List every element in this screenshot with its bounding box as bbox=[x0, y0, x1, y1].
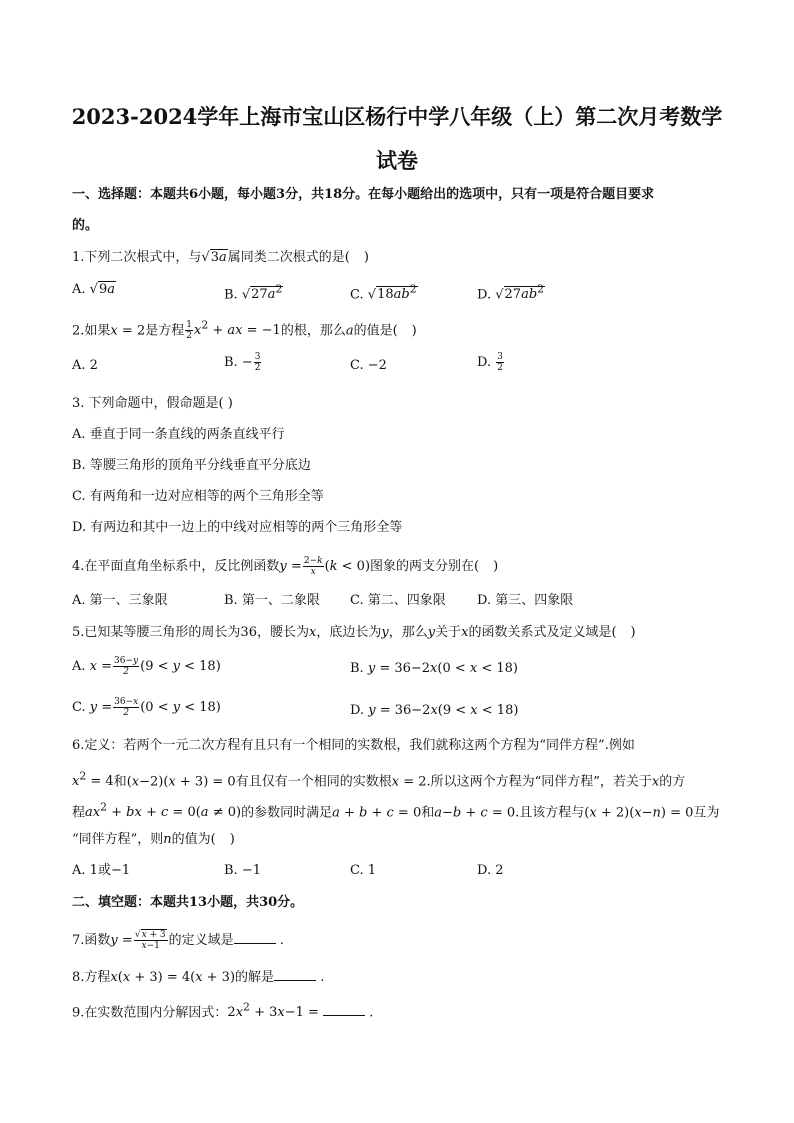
q8-answer-blank[interactable] bbox=[274, 968, 316, 981]
title-line-2: 试卷 bbox=[376, 148, 418, 173]
q4-option-d[interactable]: D. 第三、四象限 bbox=[477, 593, 574, 608]
q1-option-c[interactable]: C. $√18ab^2$ bbox=[350, 283, 417, 303]
question-7: 7.函数y = $\frac{√x + 3}{x-1}$ 的定义域是 . bbox=[72, 930, 284, 951]
q5-option-b[interactable]: B. y = 36−2x(0 < x < 18) bbox=[350, 661, 519, 676]
title-line-1: 2023-2024学年上海市宝山区杨行中学八年级（上）第二次月考数学 bbox=[71, 104, 723, 129]
q6-option-c[interactable]: C. 1 bbox=[350, 863, 377, 878]
question-8: 8.方程x(x + 3) = 4(x + 3)的解是 . bbox=[72, 970, 325, 985]
q6-option-a[interactable]: A. 1或−1 bbox=[72, 863, 131, 878]
q6-option-b[interactable]: B. −1 bbox=[224, 863, 261, 878]
q4-option-a[interactable]: A. 第一、三象限 bbox=[72, 593, 168, 608]
q5-option-c[interactable]: C. y = $\frac{36-x}{2}$ (0 < y < 18) bbox=[72, 697, 221, 718]
q3-option-d[interactable]: D. 有两边和其中一边上的中线对应相等的两个三角形全等 bbox=[72, 520, 403, 535]
question-6-line-4: “同伴方程”，则n的值为( ) bbox=[72, 832, 235, 847]
question-6-line-3: 程$ax^2$ + bx + c = 0(a ≠ 0)的参数同时满足a + b + c = 0和a−b + c = 0.且该方程与(x + 2)(x−n) = 0互为 bbox=[72, 801, 720, 821]
q2-option-a[interactable]: A. 2 bbox=[72, 358, 98, 373]
question-6-line-1: 6.定义：若两个一元二次方程有且只有一个相同的实数根，我们就称这两个方程为“同伴方程”.例如 bbox=[72, 738, 635, 753]
q4-option-b[interactable]: B. 第一、二象限 bbox=[224, 593, 320, 608]
q1-option-a[interactable]: A. √9a bbox=[72, 282, 116, 297]
section-1-heading: 一、选择题：本题共6小题，每小题3分，共18分。在每小题给出的选项中，只有一项是符合题目要求 bbox=[72, 187, 655, 202]
q3-option-b[interactable]: B. 等腰三角形的顶角平分线垂直平分底边 bbox=[72, 458, 311, 473]
q9-answer-blank[interactable] bbox=[323, 1003, 365, 1016]
q2-option-c[interactable]: C. −2 bbox=[350, 358, 387, 373]
question-5-stem: 5.已知某等腰三角形的周长为36，腰长为x，底边长为y，那么y关于x的函数关系式及定义域是( ) bbox=[72, 625, 636, 640]
question-9: 9.在实数范围内分解因式：$2x^2 + 3x-1$ = . bbox=[72, 1001, 374, 1021]
question-4-stem: 4.在平面直角坐标系中，反比例函数y = $\frac{2-k}{x}$ (k < 0)图象的两支分别在( ) bbox=[72, 556, 499, 577]
q4-option-c[interactable]: C. 第二、四象限 bbox=[350, 593, 446, 608]
q1-option-b[interactable]: B. $√27a^2$ bbox=[224, 283, 283, 303]
question-1-stem: 1.下列二次根式中，与√3a属同类二次根式的是( ) bbox=[72, 250, 369, 265]
section-2-heading: 二、填空题：本题共13小题，共30分。 bbox=[72, 895, 304, 910]
q7-answer-blank[interactable] bbox=[234, 931, 276, 944]
q1-option-d[interactable]: D. $√27ab^2$ bbox=[477, 283, 545, 303]
section-1-heading-cont: 的。 bbox=[72, 218, 99, 233]
question-6-line-2: $x^2 = 4$和(x−2)(x + 3) = 0有且仅有一个相同的实数根x = 2.所以这两个方程为“同伴方程”，若关于x的方 bbox=[72, 770, 686, 790]
q3-option-c[interactable]: C. 有两角和一边对应相等的两个三角形全等 bbox=[72, 489, 324, 504]
question-2-stem: 2.如果x = 2是方程 $\frac{1}{2}$ $x^2$ + ax = −1的根，那么a的值是( ) bbox=[72, 319, 417, 342]
q2-option-d[interactable]: D. $\frac{3}{2}$ bbox=[477, 352, 503, 373]
q5-option-d[interactable]: D. y = 36−2x(9 < x < 18) bbox=[350, 703, 519, 718]
question-3-stem: 3. 下列命题中，假命题是( ) bbox=[72, 396, 233, 411]
q5-option-a[interactable]: A. x = $\frac{36-y}{2}$ (9 < y < 18) bbox=[72, 656, 221, 677]
q6-option-d[interactable]: D. 2 bbox=[477, 863, 504, 878]
q2-option-b[interactable]: B. − $\frac{3}{2}$ bbox=[224, 352, 261, 373]
q3-option-a[interactable]: A. 垂直于同一条直线的两条直线平行 bbox=[72, 427, 285, 442]
